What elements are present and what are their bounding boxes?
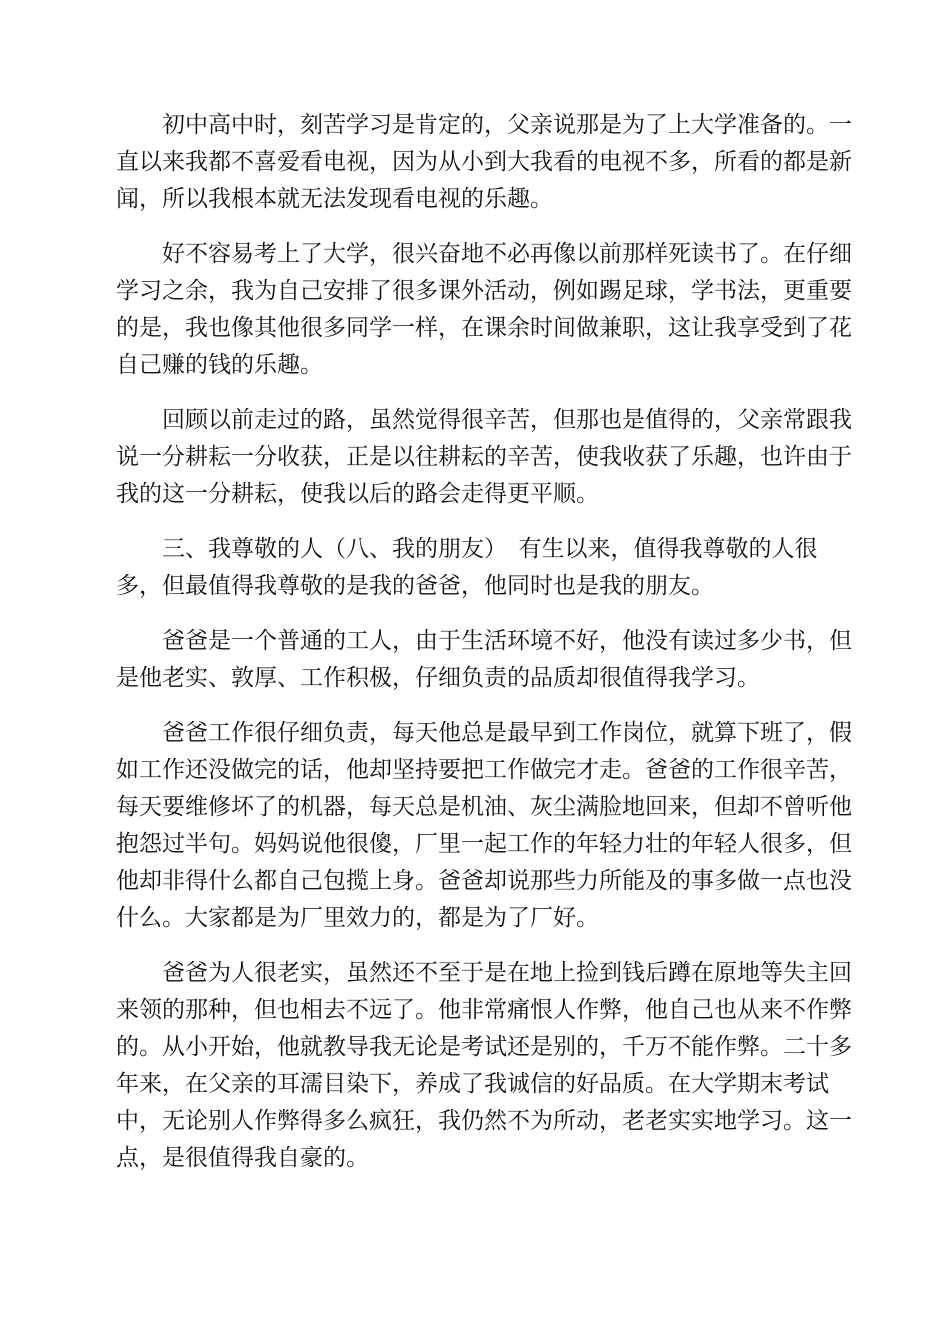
- paragraph-2: [116, 236, 852, 384]
- paragraph-line: 抱怨过半句。妈妈说他很傻，厂里一起工作的年轻力壮的年轻人很多，但: [116, 831, 852, 857]
- paragraph-line: 什么。大家都是为厂里效力的，都是为了厂好。: [116, 905, 599, 931]
- paragraph-line: 多，但最值得我尊敬的是我的爸爸，他同时也是我的朋友。: [116, 573, 714, 599]
- paragraph-line: 爸爸工作很仔细负责，每天他总是最早到工作岗位，就算下班了，假: [162, 720, 852, 746]
- paragraph-line: 我的这一分耕耘，使我以后的路会走得更平顺。: [116, 481, 599, 507]
- paragraph-line: 三、我尊敬的人（八、我的朋友） 有生以来，值得我尊敬的人很: [162, 536, 818, 562]
- paragraph-line: 点，是很值得我自豪的。: [116, 1145, 369, 1171]
- paragraph-line: 如工作还没做完的话，他却坚持要把工作做完才走。爸爸的工作很辛苦，: [116, 757, 852, 783]
- paragraph-line: 来领的那种，但也相去不远了。他非常痛恨人作弊，他自己也从来不作弊: [116, 997, 852, 1023]
- paragraph-line: 他却非得什么都自己包揽上身。爸爸却说那些力所能及的事多做一点也没: [116, 868, 852, 894]
- paragraph-line: 直以来我都不喜爱看电视，因为从小到大我看的电视不多，所看的都是新: [116, 149, 852, 175]
- paragraph-line: 每天要维修坏了的机器，每天总是机油、灰尘满脸地回来，但却不曾听他: [116, 794, 852, 820]
- paragraph-line: 爸爸为人很老实，虽然还不至于是在地上捡到钱后蹲在原地等失主回: [162, 960, 852, 986]
- paragraph-line: 是他老实、敦厚、工作积极，仔细负责的品质却很值得我学习。: [116, 665, 760, 691]
- document-body: [116, 107, 852, 1195]
- paragraph-line: 闻，所以我根本就无法发现看电视的乐趣。: [116, 186, 553, 212]
- paragraph-line: 的。从小开始，他就教导我无论是考试还是别的，千万不能作弊。二十多: [116, 1034, 852, 1060]
- paragraph-line: 自己赚的钱的乐趣。: [116, 352, 323, 378]
- paragraph-line: 中，无论别人作弊得多么疯狂，我仍然不为所动，老老实实地学习。这一: [116, 1108, 852, 1134]
- paragraph-1: [116, 107, 852, 218]
- paragraph-4: [116, 531, 834, 605]
- paragraph-line: 说一分耕耘一分收获，正是以往耕耘的辛苦，使我收获了乐趣，也许由于: [116, 444, 852, 470]
- paragraph-7: [116, 955, 852, 1177]
- paragraph-line: 的是，我也像其他很多同学一样，在课余时间做兼职，这让我享受到了花: [116, 315, 852, 341]
- paragraph-6: [116, 715, 852, 937]
- paragraph-line: 回顾以前走过的路，虽然觉得很辛苦，但那也是值得的，父亲常跟我: [162, 407, 852, 433]
- paragraph-line: 学习之余，我为自己安排了很多课外活动，例如踢足球，学书法，更重要: [116, 278, 852, 304]
- paragraph-line: 好不容易考上了大学，很兴奋地不必再像以前那样死读书了。在仔细: [162, 241, 852, 267]
- paragraph-3: [116, 402, 852, 513]
- paragraph-line: 年来，在父亲的耳濡目染下，养成了我诚信的好品质。在大学期末考试: [116, 1071, 829, 1097]
- paragraph-line: 爸爸是一个普通的工人，由于生活环境不好，他没有读过多少书，但: [162, 628, 852, 654]
- paragraph-line: 初中高中时，刻苦学习是肯定的，父亲说那是为了上大学准备的。一: [162, 112, 852, 138]
- paragraph-5: [116, 623, 852, 697]
